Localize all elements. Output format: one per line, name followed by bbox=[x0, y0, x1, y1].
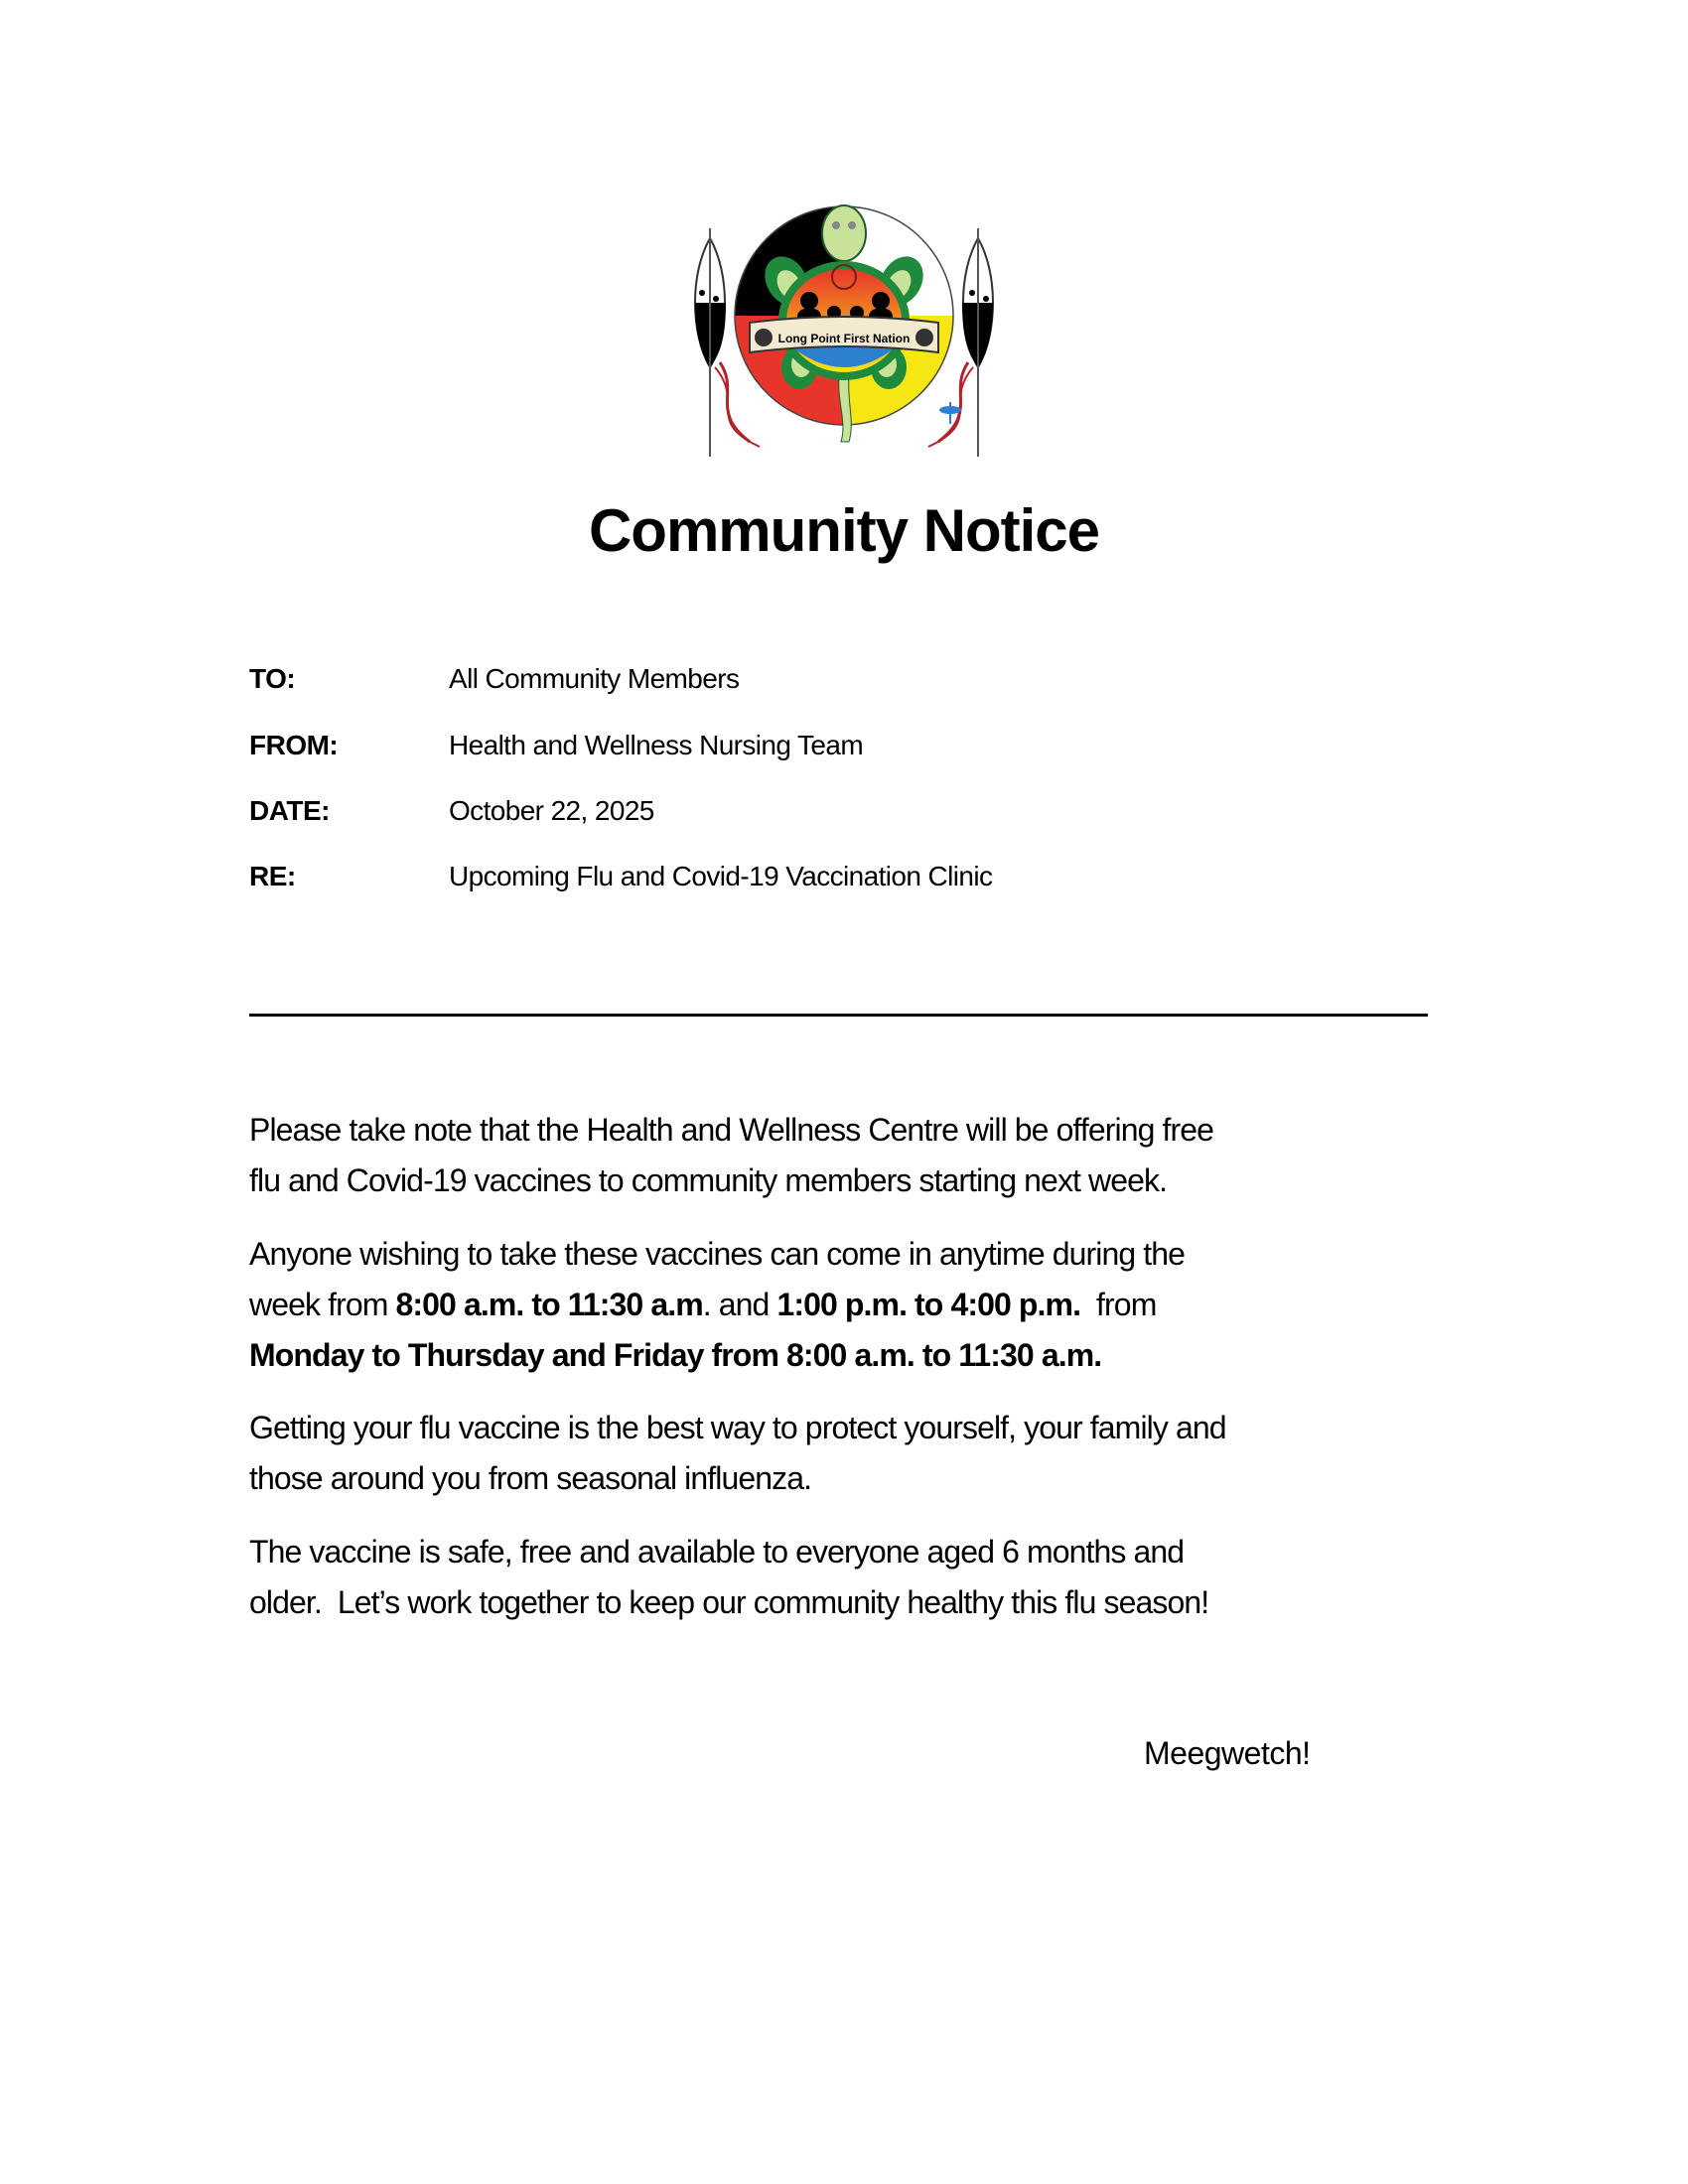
schedule-days: Monday to Thursday and Friday from 8:00 a.m. to 11:30 a.m. bbox=[249, 1337, 1102, 1373]
to-value: All Community Members bbox=[449, 663, 740, 694]
to-label: TO: bbox=[249, 663, 296, 694]
paragraph-safety bbox=[249, 1527, 1208, 1628]
from-value: Health and Wellness Nursing Team bbox=[449, 730, 864, 760]
paragraph-line bbox=[249, 1280, 1185, 1330]
date-value: October 22, 2025 bbox=[449, 795, 654, 826]
paragraph-hours bbox=[249, 1229, 1185, 1381]
page-title: Community Notice bbox=[588, 497, 1100, 564]
re-label: RE: bbox=[249, 861, 296, 891]
text-run: from bbox=[1080, 1287, 1157, 1322]
paragraph-line: Please take note that the Health and Wellness Centre will be offering free bbox=[249, 1112, 1214, 1148]
morning-hours: 8:00 a.m. to 11:30 a.m bbox=[395, 1287, 703, 1322]
signoff: Meegwetch! bbox=[1144, 1735, 1311, 1771]
paragraph-line: Getting your flu vaccine is the best way to protect yourself, your family and bbox=[249, 1410, 1226, 1445]
separator-line bbox=[249, 1014, 1428, 1017]
from-label: FROM: bbox=[249, 730, 339, 760]
paragraph-benefits bbox=[249, 1403, 1226, 1504]
text-run: week from bbox=[249, 1287, 396, 1322]
paragraph-line: Anyone wishing to take these vaccines can come in anytime during the bbox=[249, 1236, 1186, 1272]
paragraph-line: The vaccine is safe, free and available to everyone aged 6 months and bbox=[249, 1534, 1185, 1570]
long-point-first-nation-logo bbox=[690, 194, 998, 462]
re-value: Upcoming Flu and Covid-19 Vaccination Clinic bbox=[449, 861, 993, 891]
text-run: . and bbox=[702, 1287, 777, 1322]
afternoon-hours: 1:00 p.m. to 4:00 p.m. bbox=[776, 1287, 1081, 1322]
paragraph-line: older. Let’s work together to keep our community healthy this flu season! bbox=[249, 1584, 1209, 1620]
paragraph-line: those around you from seasonal influenza. bbox=[249, 1460, 812, 1496]
paragraph-line: flu and Covid-19 vaccines to community members starting next week. bbox=[249, 1162, 1168, 1198]
paragraph-intro bbox=[249, 1105, 1213, 1206]
logo-text: Long Point First Nation bbox=[777, 332, 911, 345]
date-label: DATE: bbox=[249, 795, 330, 826]
